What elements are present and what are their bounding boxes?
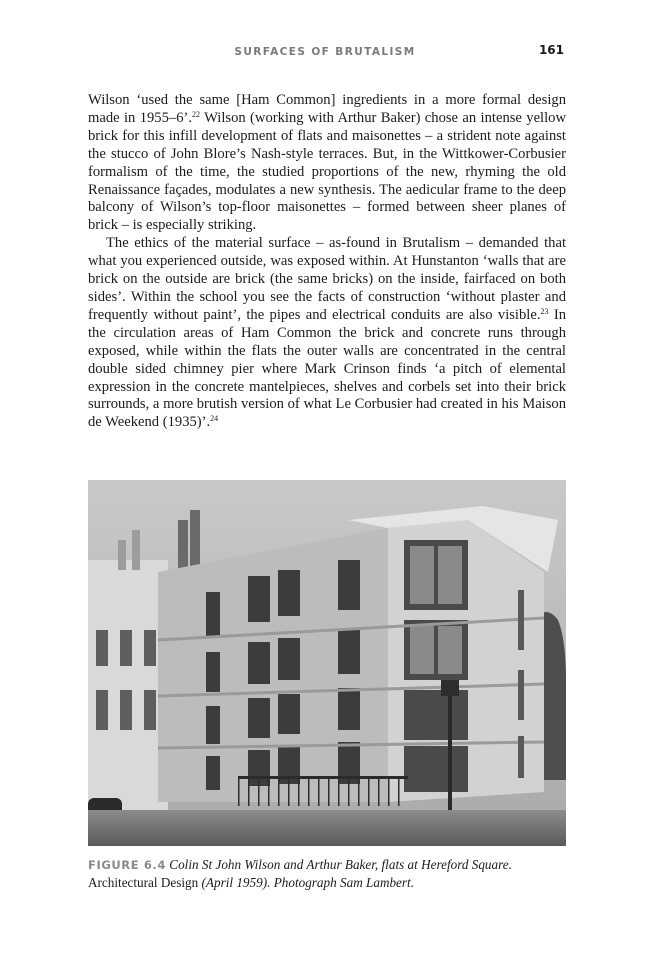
- paragraph-1: [88, 92, 566, 235]
- running-head: SURFACES OF BRUTALISM: [234, 46, 416, 58]
- building-photo-illustration: [88, 480, 566, 846]
- text-run: Wilson ‘used the same [Ham Common] ingredients in a more formal design made in 1955–6’.: [88, 92, 566, 126]
- page-number: 161: [538, 43, 564, 57]
- text-run: In the circulation areas of Ham Common the brick and concrete runs through exposed, while within the flats the outer walls are concentrated in the central double sided chimney pier where Mark Crinson finds ‘a pitch of elemental expression in the concrete mantelpieces, shelves and corbels set into their brick surrounds, a more brutish version of what Le Corbusier had created in his Maison de Weekend (1935)’.: [88, 306, 566, 431]
- figure-title: Colin St John Wilson and Arthur Baker, flats at Hereford Square.: [169, 857, 512, 872]
- footnote-ref-24: 24: [210, 414, 219, 424]
- body-text: [88, 92, 566, 432]
- text-run: The ethics of the material surface – as-found in Brutalism – demanded that what you experienced outside, was exposed within. At Hunstanton ‘walls that are brick on the outside are brick (the same bricks) on the inside, fairfaced on both sides’. Within the school you see the facts of construction ‘without plaster and frequently without paint’, the pipes and electrical conduits are also visible.: [88, 235, 566, 323]
- figure-credit: Photograph Sam Lambert.: [273, 875, 415, 890]
- figure-photograph: [88, 480, 566, 846]
- text-run: Wilson (working with Arthur Baker) chose an intense yellow brick for this infill development of flats and maisonettes – a strident note against the stucco of John Blore’s Nash-style terraces. But, in the Wittkower-Corbusier formalism of the time, the studied proportions of the new, rhyming the old Renaissance façades, modulates a new synthesis. The aedicular frame to the deep balcony of Wilson’s top-floor maisonettes – formed between sheer planes of brick – is especially striking.: [88, 109, 566, 234]
- figure-source-publication: Architectural Design: [88, 875, 199, 890]
- figure-source-date: (April 1959).: [201, 875, 271, 890]
- figure-label: FIGURE 6.4: [88, 858, 166, 872]
- footnote-ref-22: 22: [192, 109, 200, 119]
- footnote-ref-23: 23: [540, 306, 549, 316]
- paragraph-2: [88, 235, 566, 432]
- figure-caption: [88, 856, 566, 891]
